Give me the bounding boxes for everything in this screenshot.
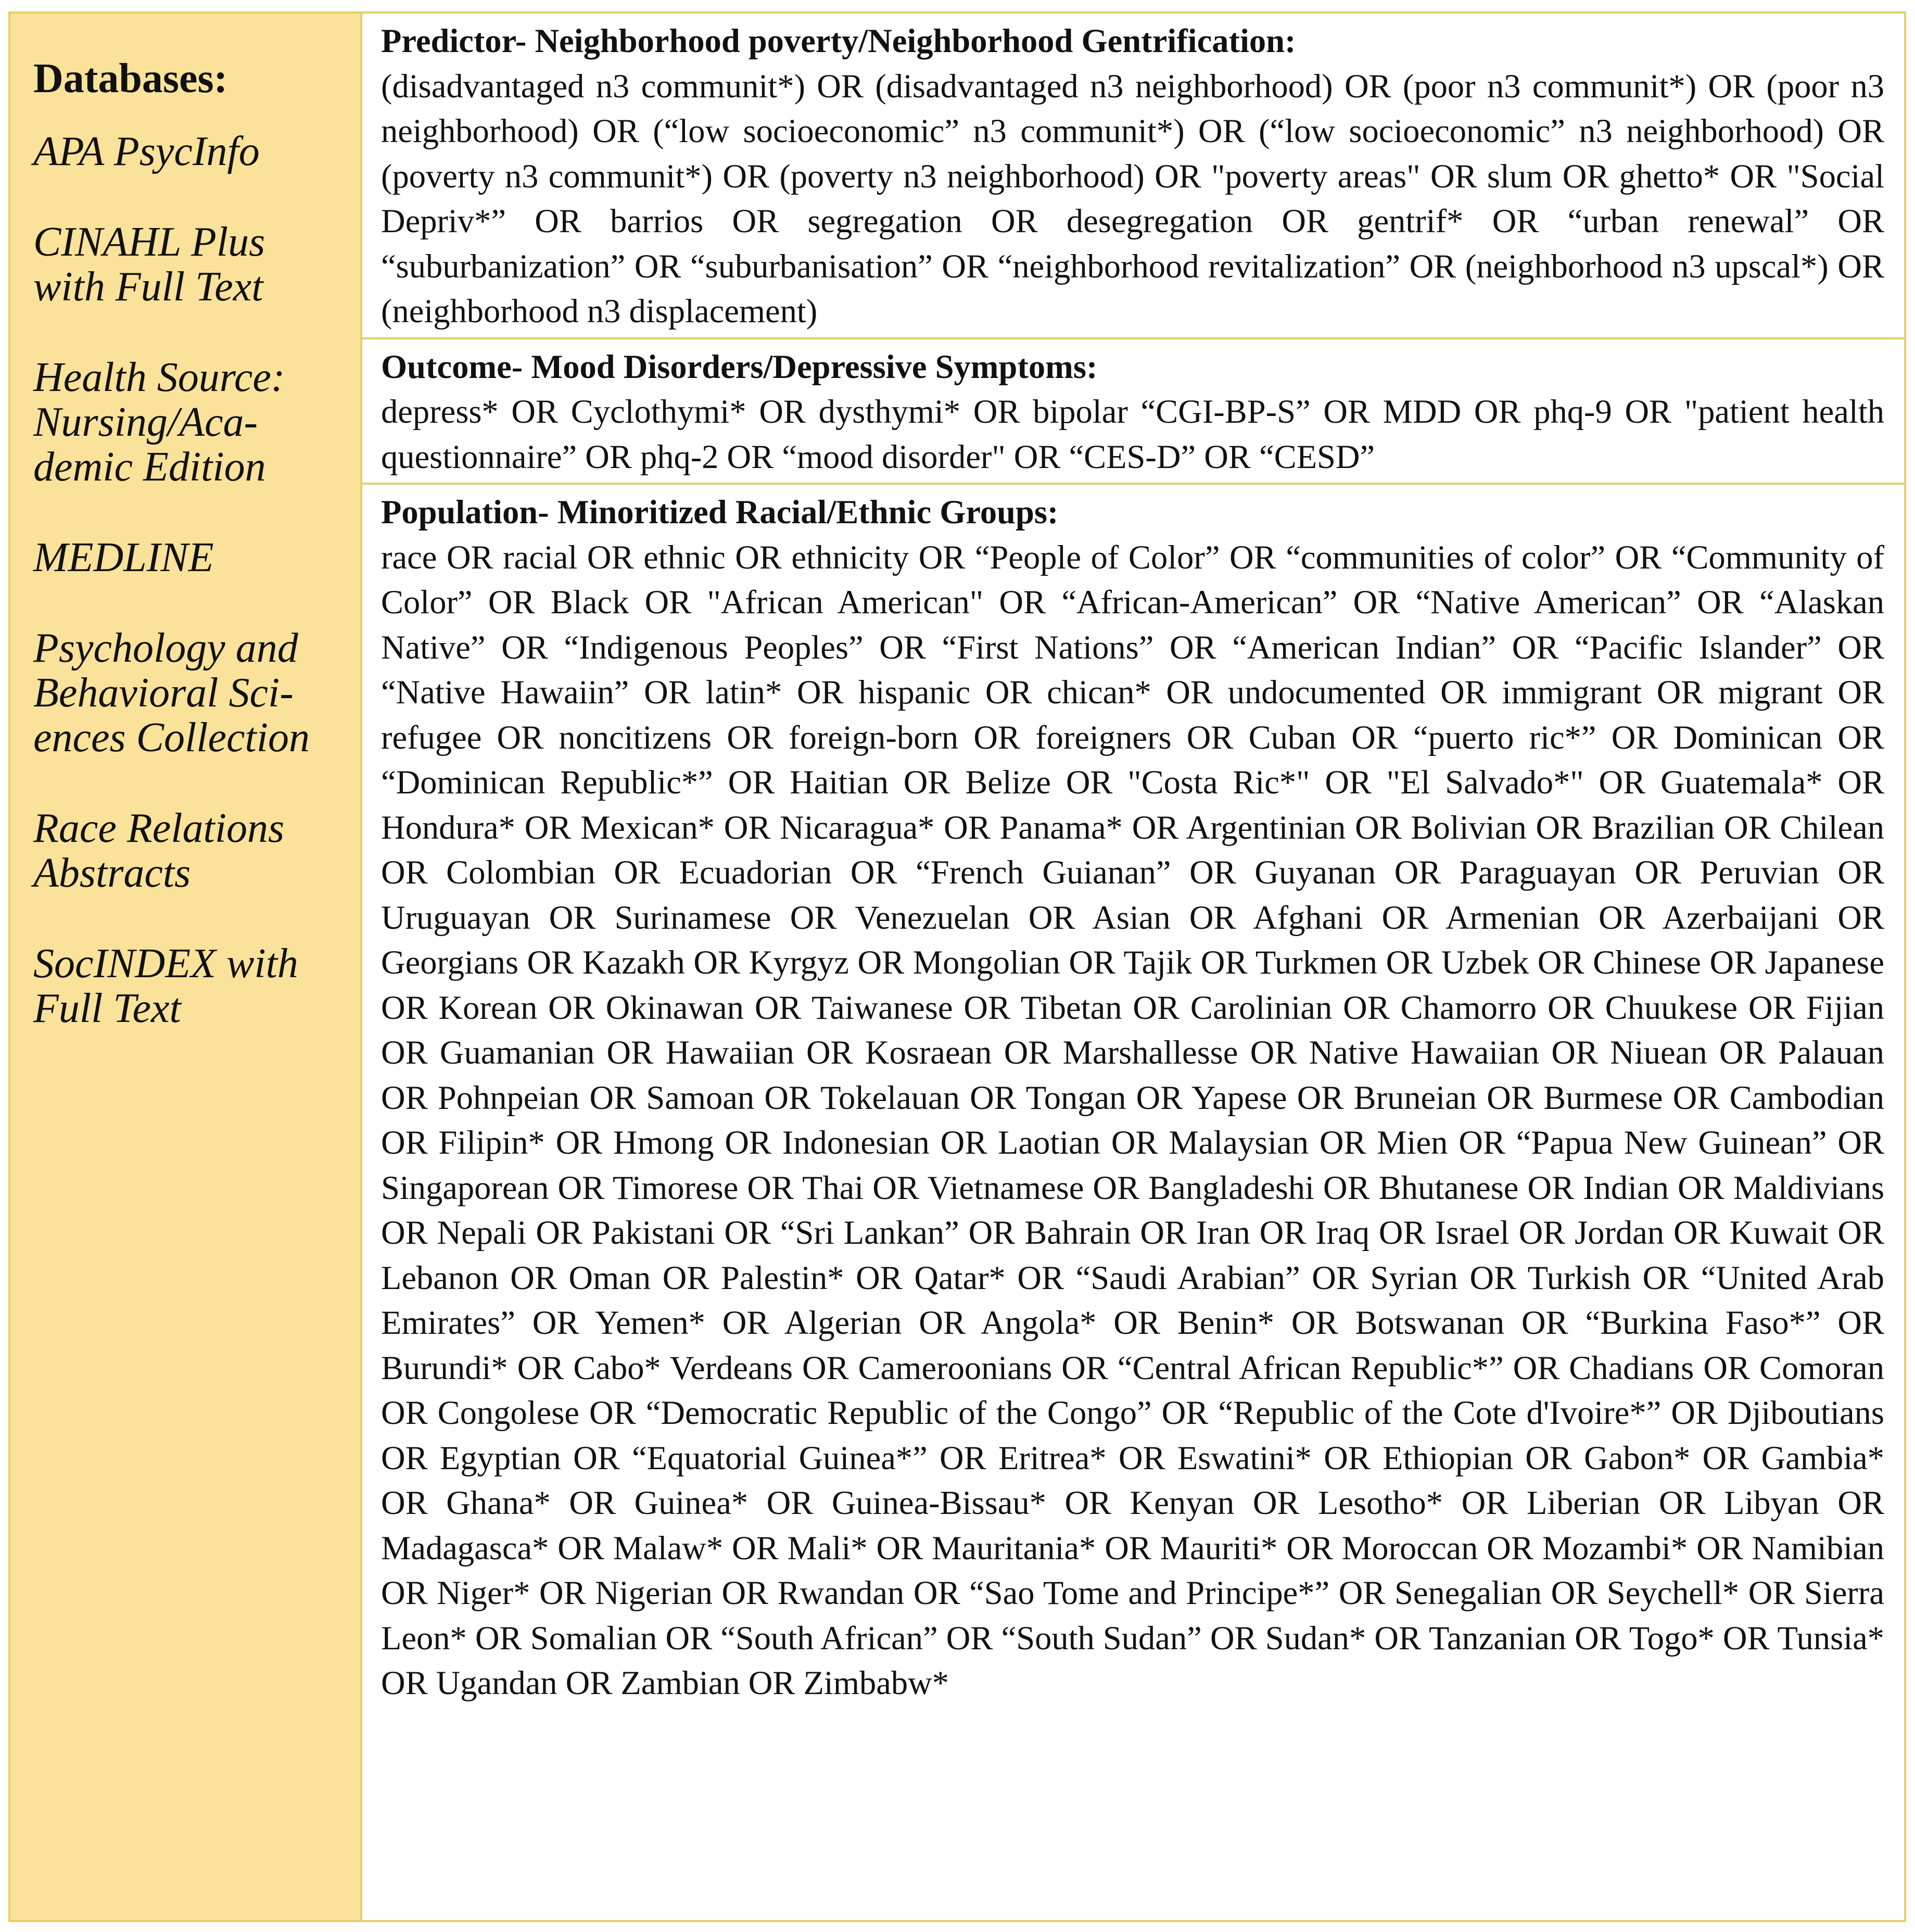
population-heading: Population- Minoritized Racial/Ethnic Groups: [381, 494, 1059, 531]
outcome-block [362, 339, 1904, 485]
database-item-medline: MEDLINE [33, 535, 214, 580]
database-item-socindex: SocINDEX with Full Text [33, 941, 298, 1031]
predictor-block [362, 14, 1904, 339]
databases-heading: Databases: [33, 56, 228, 102]
predictor-heading: Predictor- Neighborhood poverty/Neighborhood Gentrification: [381, 22, 1296, 59]
outcome-heading: Outcome- Mood Disorders/Depressive Symptoms: [381, 348, 1098, 385]
population-block [362, 485, 1904, 1709]
database-list [33, 129, 360, 1031]
search-strategy-table [8, 11, 1906, 1922]
database-item-health-source: Health Source: Nursing/Aca- demic Edition [33, 355, 285, 490]
database-item-race-relations: Race Relations Abstracts [33, 805, 285, 896]
outcome-terms: depress* OR Cyclothymi* OR dysthymi* OR bipolar “CGI-BP-S” OR MDD OR phq-9 OR "patient health questionnaire” OR phq-2 OR “mood disorder" OR “CES-D” OR “CESD” [381, 393, 1884, 475]
population-terms: race OR racial OR ethnic OR ethnicity OR “People of Color” OR “communities of color” OR “Community of Color” OR Black OR "African American" OR “African-American” OR “Native American” OR “Alaskan Native” OR “Indigenous Peoples” OR “First Nations” OR “American Indian” OR “Pacific Islander” OR “Native Hawaiin” OR latin* OR hispanic OR chican* OR undocumented OR immigrant OR migrant OR refugee OR noncitizens OR foreign-born OR foreigners OR Cuban OR “puerto ric*” OR Dominican OR “Dominican Republic*” OR Haitian OR Belize OR "Costa Ric*" OR "El Salvado*" OR Guatemala* OR Hondura* OR Mexican* OR Nicaragua* OR Panama* OR Argentinian OR Bolivian OR Brazilian OR Chilean OR Colombian OR Ecuadorian OR “French Guianan” OR Guyanan OR Paraguayan OR Peruvian OR Uruguayan OR Surinamese OR Venezuelan OR Asian OR Afghani OR Armenian OR Azerbaijani OR Georgians OR Kazakh OR Kyrgyz OR Mongolian OR Tajik OR Turkmen OR Uzbek OR Chinese OR Japanese OR Korean OR Okinawan OR Taiwanese OR Tibetan OR Carolinian OR Chamorro OR Chuukese OR Fijian OR Guamanian OR Hawaiian OR Kosraean OR Marshallesse OR Native Hawaiian OR Niuean OR Palauan OR Pohnpeian OR Samoan OR Tokelauan OR Tongan OR Yapese OR Bruneian OR Burmese OR Cambodian OR Filipin* OR Hmong OR Indonesian OR Laotian OR Malaysian OR Mien OR “Papua New Guinean” OR Singaporean OR Timorese OR Thai OR Vietnamese OR Bangladeshi OR Bhutanese OR Indian OR Maldivians OR Nepali OR Pakistani OR “Sri Lankan” OR Bahrain OR Iran OR Iraq OR Israel OR Jordan OR Kuwait OR Lebanon OR Oman OR Palestin* OR Qatar* OR “Saudi Arabian” OR Syrian OR Turkish OR “United Arab Emirates” OR Yemen* OR Algerian OR Angola* OR Benin* OR Botswanan OR “Burkina Faso*” OR Burundi* OR Cabo* Verdeans OR Cameroonians OR “Central African Republic*” OR Chadians OR Comoran OR Congolese OR “Democratic Republic of the Congo” OR “Republic of the Cote d'Ivoire*” OR Djiboutians OR Egyptian OR “Equatorial Guinea*” OR Eritrea* OR Eswatini* OR Ethiopian OR Gabon* OR Gambia* OR Ghana* OR Guinea* OR Guinea-Bissau* OR Kenyan OR Lesotho* OR Liberian OR Libyan OR Madagasca* OR Malaw* OR Mali* OR Mauritania* OR Mauriti* OR Moroccan OR Mozambi* OR Namibian OR Niger* OR Nigerian OR Rwandan OR “Sao Tome and Principe*” OR Senegalian OR Seychell* OR Sierra Leon* OR Somalian OR “South African” OR “South Sudan” OR Sudan* OR Tanzanian OR Togo* OR Tunsia* OR Ugandan OR Zambian OR Zimbabw* [381, 538, 1884, 1701]
database-item-cinahl: CINAHL Plus with Full Text [33, 219, 265, 310]
database-item-psychology-behavioral: Psychology and Behavioral Sci- ences Collection [33, 625, 310, 761]
predictor-terms: (disadvantaged n3 communit*) OR (disadvantaged n3 neighborhood) OR (poor n3 communit*) OR (poor n3 neighborhood) OR (“low socioeconomic” n3 communit*) OR (“low socioeconomic” n3 neighborhood) OR (poverty n3 communit*) OR (poverty n3 neighborhood) OR "poverty areas" OR slum OR ghetto* OR "Social Depriv*” OR barrios OR segregation OR desegregation OR gentrif* OR “urban renewal” OR “suburbanization” OR “suburbanisation” OR “neighborhood revitalization” OR (neighborhood n3 upscal*) OR (neighborhood n3 displacement) [381, 67, 1884, 330]
databases-column [10, 14, 362, 1920]
search-terms-column [362, 14, 1904, 1920]
database-item-apa-psycinfo: APA PsycInfo [33, 129, 260, 174]
